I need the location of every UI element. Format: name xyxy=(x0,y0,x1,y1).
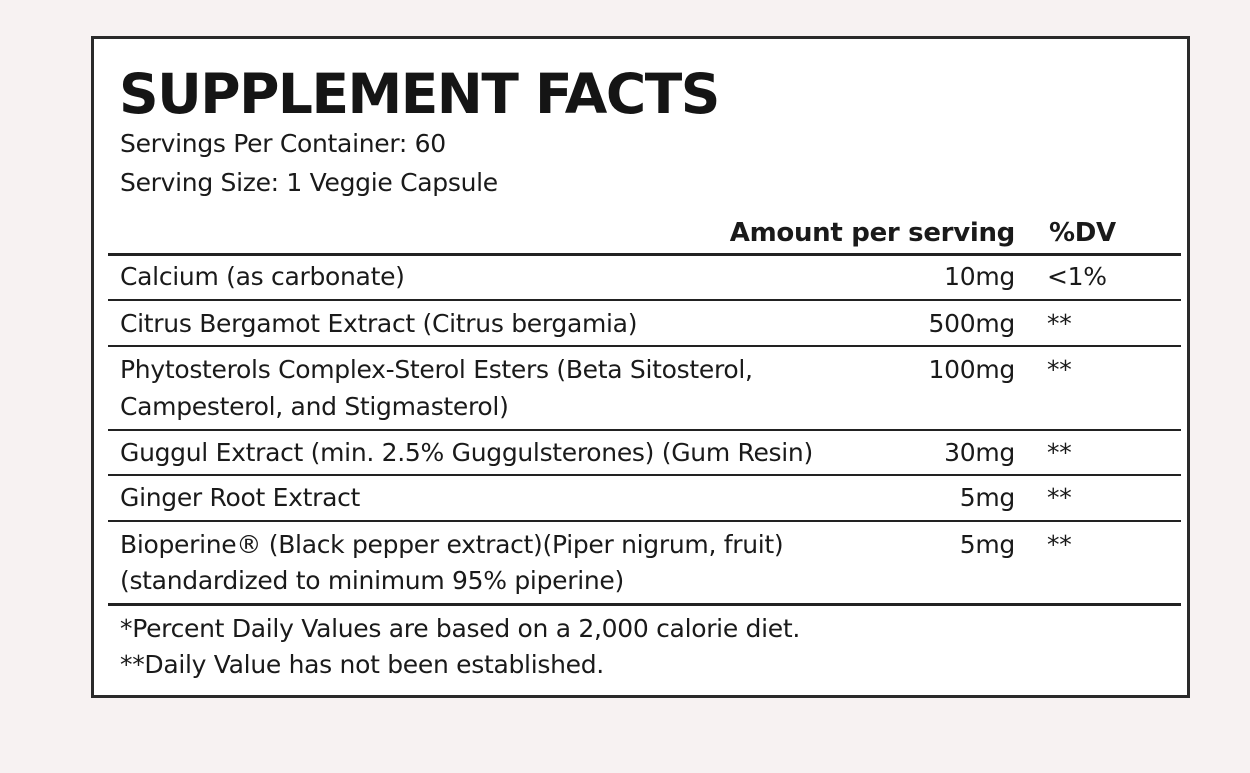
panel-title: SUPPLEMENT FACTS xyxy=(119,62,719,126)
nutrient-name: Citrus Bergamot Extract (Citrus bergamia) xyxy=(120,309,638,338)
nutrient-amount: 500mg xyxy=(928,309,1015,338)
supplement-facts-panel xyxy=(91,36,1190,698)
nutrient-dv: ** xyxy=(1047,309,1072,338)
nutrient-name: Bioperine® (Black pepper extract)(Piper nigrum, fruit) xyxy=(120,530,784,559)
serving-size: Serving Size: 1 Veggie Capsule xyxy=(120,168,498,197)
row-divider xyxy=(108,299,1181,301)
nutrient-name: Guggul Extract (min. 2.5% Guggulsterones) (Gum Resin) xyxy=(120,438,813,467)
footnote-daily-values: *Percent Daily Values are based on a 2,000 calorie diet. xyxy=(120,614,801,643)
nutrient-name: Calcium (as carbonate) xyxy=(120,262,405,291)
nutrient-amount: 10mg xyxy=(944,262,1015,291)
nutrient-amount: 100mg xyxy=(928,355,1015,384)
nutrient-amount: 5mg xyxy=(959,530,1015,559)
daily-value-header: %DV xyxy=(1049,218,1116,248)
servings-per-container: Servings Per Container: 60 xyxy=(120,129,446,158)
nutrient-dv: ** xyxy=(1047,438,1072,467)
row-divider xyxy=(108,474,1181,476)
nutrient-name-continued: Campesterol, and Stigmasterol) xyxy=(120,392,509,421)
nutrient-name-continued: (standardized to minimum 95% piperine) xyxy=(120,566,624,595)
header-rule xyxy=(108,253,1181,256)
footnote-not-established: **Daily Value has not been established. xyxy=(120,650,604,679)
nutrient-name: Phytosterols Complex-Sterol Esters (Beta Sitosterol, xyxy=(120,355,753,384)
row-divider xyxy=(108,345,1181,347)
row-divider xyxy=(108,429,1181,431)
nutrient-amount: 5mg xyxy=(959,483,1015,512)
nutrient-dv: <1% xyxy=(1047,262,1107,291)
nutrient-dv: ** xyxy=(1047,530,1072,559)
nutrient-name: Ginger Root Extract xyxy=(120,483,361,512)
nutrient-dv: ** xyxy=(1047,355,1072,384)
footer-rule xyxy=(108,603,1181,606)
amount-per-serving-header: Amount per serving xyxy=(729,218,1015,248)
row-divider xyxy=(108,520,1181,522)
nutrient-amount: 30mg xyxy=(944,438,1015,467)
nutrient-dv: ** xyxy=(1047,483,1072,512)
